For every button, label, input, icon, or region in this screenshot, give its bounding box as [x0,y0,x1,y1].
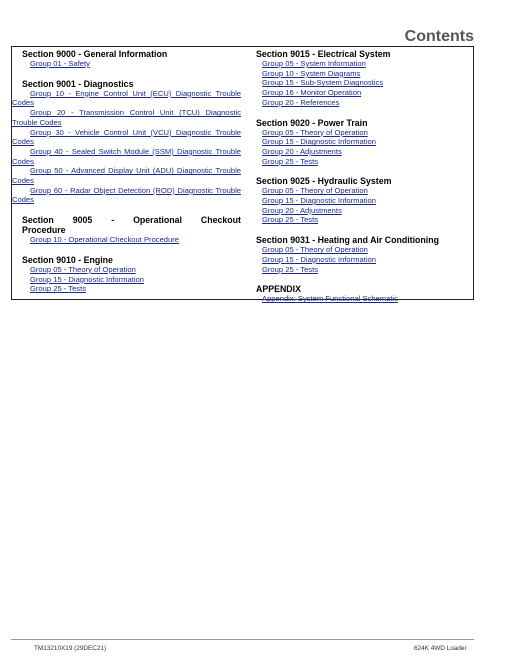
footer-machine-name: 624K 4WD Loader [414,645,467,652]
link-9020-group-25[interactable]: Group 25 - Tests [262,156,318,166]
section-9025-heading: Section 9025 - Hydraulic System [256,176,392,187]
section-9000-heading: Section 9000 - General Information [22,49,168,59]
link-9001-group-50[interactable]: Group 50 - Advanced Display Unit (ADU) Diagnostic Trouble Codes [12,166,241,186]
link-9025-group-05[interactable]: Group 05 - Theory of Operation [262,186,368,196]
link-9025-group-20[interactable]: Group 20 - Adjustments [262,205,342,215]
section-9010-heading: Section 9010 - Engine [22,254,113,265]
link-9015-group-05[interactable]: Group 05 - System Information [262,59,366,68]
link-9001-group-30[interactable]: Group 30 - Vehicle Control Unit (VCU) Diagnostic Trouble Codes [12,127,241,147]
link-9031-group-25[interactable]: Group 25 - Tests [262,264,318,274]
section-9005-word: Checkout [200,215,241,226]
section-9005-word: 9005 [72,215,93,226]
link-9005-group-10[interactable]: Group 10 - Operational Checkout Procedure [30,235,180,245]
section-9005-word: - [111,215,115,226]
link-9020-group-05[interactable]: Group 05 - Theory of Operation [262,127,368,137]
link-9001-group-20[interactable]: Group 20 - Transmission Control Unit (TCU) Diagnostic Trouble Codes [12,108,241,127]
section-9005-heading-line2: Procedure [22,225,66,236]
contents-left-column [12,49,241,294]
section-9020-heading: Section 9020 - Power Train [256,117,368,128]
link-9010-group-15[interactable]: Group 15 - Diagnostic Information [30,274,144,284]
link-9001-group-60[interactable]: Group 60 - Radar Object Detection (ROD) Diagnostic Trouble Codes [12,185,241,205]
section-9031-heading: Section 9031 - Heating and Air Conditioning [256,235,439,246]
link-9015-group-15[interactable]: Group 15 - Sub-System Diagnostics [262,78,384,88]
link-9015-group-10[interactable]: Group 10 - System Diagrams [262,68,361,78]
link-9025-group-25[interactable]: Group 25 - Tests [262,215,318,225]
link-appendix-schematic[interactable]: Appendix: System Functional Schematic [262,294,398,304]
link-9015-group-16[interactable]: Group 16 - Monitor Operation [262,88,362,98]
section-9001-heading: Section 9001 - Diagnostics [22,78,134,89]
link-9031-group-15[interactable]: Group 15 - Diagnostic Information [262,254,376,264]
section-9005-heading [12,215,241,235]
link-9000-group-01[interactable]: Group 01 - Safety [30,59,90,68]
appendix-heading: APPENDIX [256,284,301,295]
link-9010-group-05[interactable]: Group 05 - Theory of Operation [30,264,136,274]
section-9015-heading: Section 9015 - Electrical System [256,49,391,59]
link-9001-group-40[interactable]: Group 40 - Sealed Switch Module (SSM) Diagnostic Trouble Codes [12,146,241,166]
link-9020-group-15[interactable]: Group 15 - Diagnostic Information [262,137,376,147]
link-9020-group-20[interactable]: Group 20 - Adjustments [262,146,342,156]
section-9005-word: Section [22,215,54,226]
page-title: Contents [404,28,474,45]
link-9025-group-15[interactable]: Group 15 - Diagnostic Information [262,196,376,206]
link-9010-group-25[interactable]: Group 25 - Tests [30,284,86,294]
contents-box [11,46,474,304]
link-9015-group-20[interactable]: Group 20 - References [262,97,340,107]
footer-divider [11,639,474,640]
footer-document-id: TM13210X19 (29DEC21) [34,645,107,652]
section-9005-word: Operational [133,215,182,226]
link-9031-group-05[interactable]: Group 05 - Theory of Operation [262,245,368,255]
contents-right-column [256,49,472,304]
link-9001-group-10[interactable]: Group 10 - Engine Control Unit (ECU) Diagnostic Trouble Codes [12,88,241,108]
